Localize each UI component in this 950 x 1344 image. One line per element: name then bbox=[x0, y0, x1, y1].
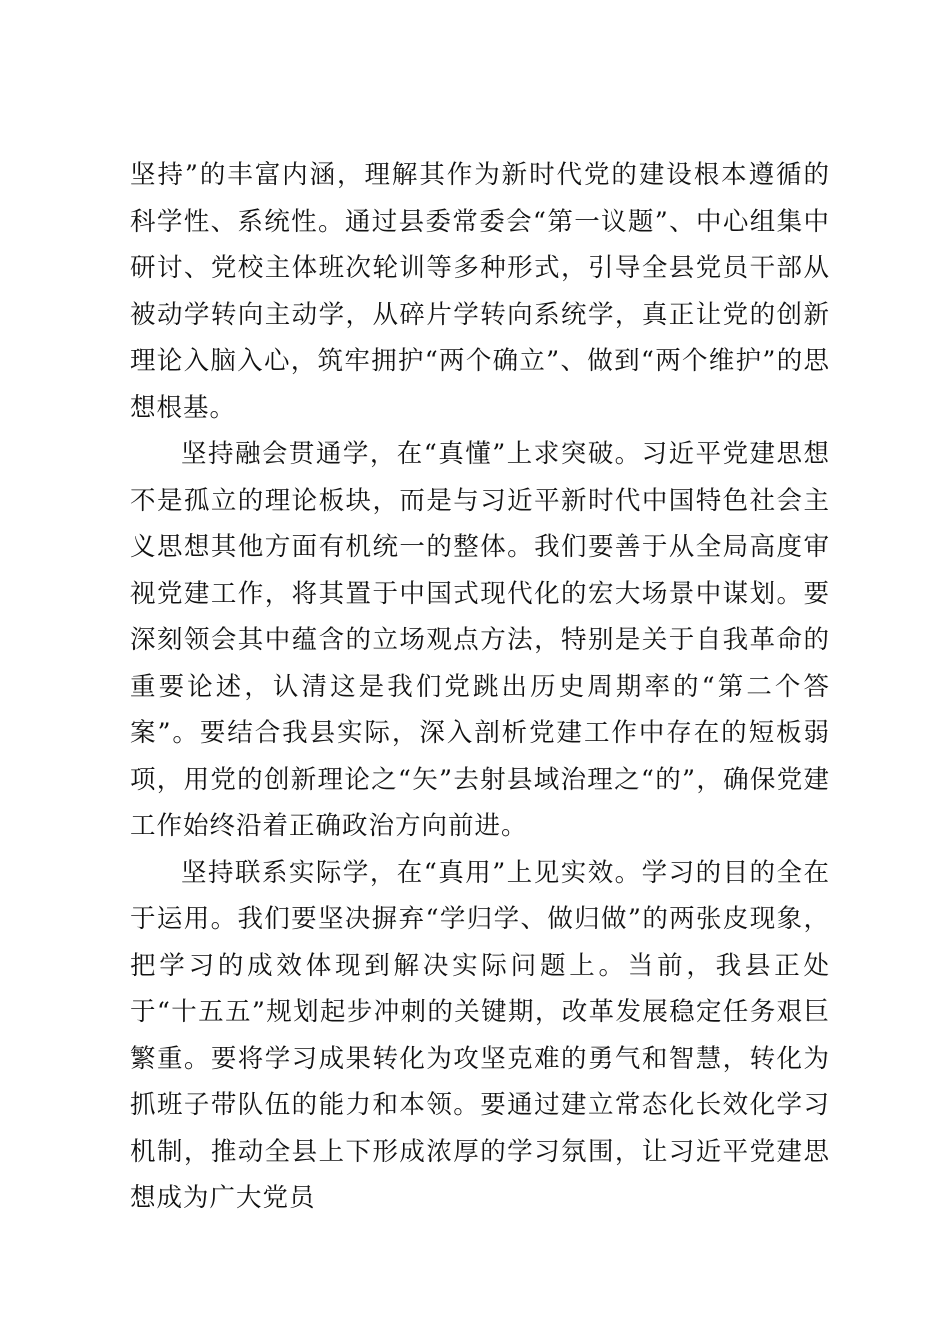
document-body bbox=[130, 152, 830, 1222]
paragraph-continuation: 坚持”的丰富内涵，理解其作为新时代党的建设根本遵循的科学性、系统性。通过县委常委会“第一议题”、中心组集中研讨、党校主体班次轮训等多种形式，引导全县党员干部从被动学转向主动学，从碎片学转向系统学，真正让党的创新理论入脑入心，筑牢拥护“两个确立”、做到“两个维护”的思想根基。 bbox=[130, 160, 830, 423]
paragraph-practical-study: 坚持联系实际学，在“真用”上见实效。学习的目的全在于运用。我们要坚决摒弃“学归学、做归做”的两张皮现象，把学习的成效体现到解决实际问题上。当前，我县正处于“十五五”规划起步冲刺的关键期，改革发展稳定任务艰巨繁重。要将学习成果转化为攻坚克难的勇气和智慧，转化为抓班子带队伍的能力和本领。要通过建立常态化长效化学习机制，推动全县上下形成浓厚的学习氛围，让习近平党建思想成为广大党员 bbox=[130, 857, 830, 1213]
paragraph-integrated-study: 坚持融会贯通学，在“真懂”上求突破。习近平党建思想不是孤立的理论板块，而是与习近平新时代中国特色社会主义思想其他方面有机统一的整体。我们要善于从全局高度审视党建工作，将其置于中国式现代化的宏大场景中谋划。要深刻领会其中蕴含的立场观点方法，特别是关于自我革命的重要论述，认清这是我们党跳出历史周期率的“第二个答案”。要结合我县实际，深入剖析党建工作中存在的短板弱项，用党的创新理论之“矢”去射县域治理之“的”，确保党建工作始终沿着正确政治方向前进。 bbox=[130, 439, 830, 841]
